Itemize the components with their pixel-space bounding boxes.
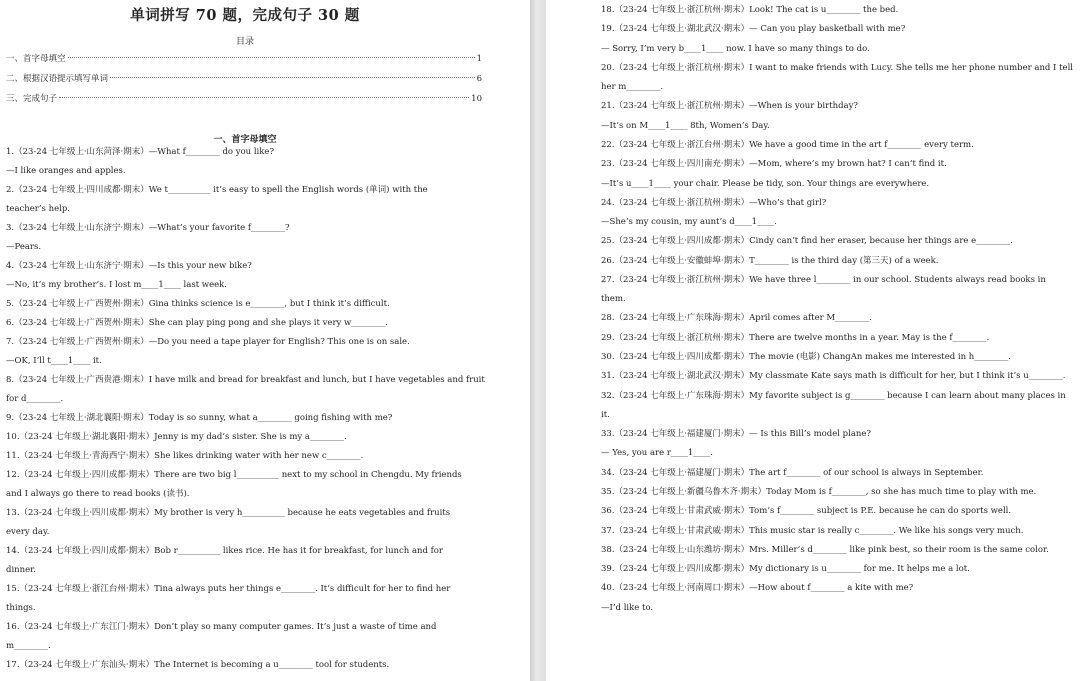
document-title: 单词拼写 70 题，完成句子 30 题 (130, 7, 360, 24)
question-line: them. (601, 294, 626, 305)
question-line: 23.（23-24 七年级上·四川南充·期末）—Mom, where’s my brown hat? I can’t find it. (601, 159, 947, 170)
document-page-left (0, 0, 530, 681)
question-line: 2.（23-24 七年级上·四川成都·期末）We t__________ it’s easy to spell the English words (单词) with the (6, 185, 428, 195)
toc-entry[interactable] (6, 93, 482, 105)
toc-entry-label: 二、根据汉语提示填写单词 (6, 74, 109, 84)
toc-entry-label: 一、首字母填空 (6, 54, 66, 64)
toc-entry-page: 6 (476, 74, 482, 84)
question-line: 27.（23-24 七年级上·浙江杭州·期末）We have three l________ in our school. Students always read books in (601, 274, 1046, 285)
toc-entry-page: 10 (471, 94, 482, 104)
toc-leader-dots (68, 57, 475, 58)
toc-heading: 目录 (235, 37, 254, 47)
question-line: 14.（23-24 七年级上·四川成都·期末）Bob r__________ likes rice. He has it for breakfast, for lunch and for (6, 546, 443, 556)
question-line: her m________. (601, 82, 664, 93)
question-line: 37.（23-24 七年级上·甘肃武威·期末）This music star is really c________. We like his songs very much. (601, 525, 1024, 536)
question-line: 35.（23-24 七年级上·新疆乌鲁木齐·期末）Today Mom is f________, so she has much time to play with me. (601, 487, 1037, 497)
question-line: teacher’s help. (6, 204, 70, 214)
question-line: 30.（23-24 七年级上·四川成都·期末）The movie (电影) ChangAn makes me interested in h________. (601, 352, 1011, 363)
question-line: —She’s my cousin, my aunt’s d____1____. (601, 217, 777, 228)
page-gutter (530, 0, 546, 681)
question-line: 20.（23-24 七年级上·浙江杭州·期末）I want to make friends with Lucy. She tells me her phone number and I tell (601, 62, 1074, 73)
question-line: every day. (6, 527, 50, 537)
question-line: 18.（23-24 七年级上·浙江杭州·期末）Look! The cat is u________ the bed. (601, 5, 899, 15)
question-line: 38.（23-24 七年级上·山东潍坊·期末）Mrs. Miller’s d________ like pink best, so their room is the same color. (601, 544, 1049, 555)
toc-entry[interactable] (6, 73, 482, 85)
question-line: 29.（23-24 七年级上·浙江杭州·期末）There are twelve months in a year. May is the f________. (601, 332, 990, 343)
question-line: dinner. (6, 565, 36, 575)
question-line: 1.（23-24 七年级上·山东菏泽·期末）—What f________ do you like? (6, 147, 274, 157)
toc-entry[interactable] (6, 53, 482, 65)
question-line: —I like oranges and apples. (6, 166, 126, 176)
toc-entry-label: 三、完成句子 (6, 94, 58, 104)
question-line: it. (601, 409, 610, 420)
question-line: —No, it’s my brother’s. I lost m____1____ last week. (6, 280, 227, 290)
question-line: —It’s u____1____ your chair. Please be tidy, son. Your things are everywhere. (601, 178, 930, 189)
question-line: 11.（23-24 七年级上·青海西宁·期末）She likes drinking water with her new c________. (6, 451, 364, 461)
question-line: 7.（23-24 七年级上·广西贺州·期末）—Do you need a tape player for English? This one is on sale. (6, 337, 410, 347)
toc-leader-dots (59, 97, 469, 98)
question-line: 36.（23-24 七年级上·甘肃武威·期末）Tom’s f________ subject is P.E. because he can do sports well. (601, 506, 1012, 517)
question-line: 8.（23-24 七年级上·广西贵港·期末）I have milk and bread for breakfast and lunch, but I have vegetables and fruit (6, 375, 485, 385)
question-line: — Yes, you are r____1____. (601, 448, 714, 459)
document-page-right (546, 0, 1080, 681)
section-heading: 一、首字母填空 (213, 135, 277, 145)
question-line: 24.（23-24 七年级上·浙江杭州·期末）—Who’s that girl? (601, 197, 827, 208)
question-line: 33.（23-24 七年级上·福建厦门·期末）— Is this Bill’s model plane? (601, 429, 871, 440)
question-line: 25.（23-24 七年级上·四川成都·期末）Cindy can’t find her eraser, because her things are e________. (601, 236, 1013, 247)
question-line: 16.（23-24 七年级上·广东江门·期末）Don’t play so many computer games. It’s just a waste of time and (6, 622, 437, 632)
question-line: for d________. (6, 394, 64, 404)
question-line: 9.（23-24 七年级上·湖北襄阳·期末）Today is so sunny, what a________ going fishing with me? (6, 413, 393, 423)
question-line: 6.（23-24 七年级上·广西贺州·期末）She can play ping pong and she plays it very w________. (6, 318, 388, 328)
question-line: 26.（23-24 七年级上·安徽蚌埠·期末）T________ is the third day (第三天) of a week. (601, 255, 939, 266)
question-line: 12.（23-24 七年级上·四川成都·期末）There are two big l__________ next to my school in Chengdu. My friends (6, 470, 462, 480)
question-line: 40.（23-24 七年级上·河南周口·期末）—How about f________ a kite with me? (601, 583, 914, 594)
question-line: and I always go there to read books (读书). (6, 489, 190, 499)
question-line: — Sorry, I’m very b____1____ now. I have so many things to do. (601, 43, 870, 54)
question-line: —I’d like to. (601, 602, 654, 613)
question-line: 5.（23-24 七年级上·广西贺州·期末）Gina thinks science is e________, but I think it’s difficult. (6, 299, 390, 309)
question-line: 13.（23-24 七年级上·四川成都·期末）My brother is very h__________ because he eats vegetables and fruits (6, 508, 451, 518)
question-line: 39.（23-24 七年级上·四川成都·期末）My dictionary is u________ for me. It helps me a lot. (601, 564, 970, 575)
question-line: 32.（23-24 七年级上·广东珠海·期末）My favorite subject is g________ because I can learn about many places in (601, 390, 1066, 401)
question-line: 31.（23-24 七年级上·湖北武汉·期末）My classmate Kate says math is difficult for her, but I think it’s u________. (601, 371, 1066, 382)
question-line: 22.（23-24 七年级上·浙江台州·期末）We have a good time in the art f________ every term. (601, 139, 974, 150)
question-line: 4.（23-24 七年级上·山东济宁·期末）—Is this your new bike? (6, 261, 252, 271)
question-line: 3.（23-24 七年级上·山东济宁·期末）—What’s your favorite f________? (6, 223, 290, 233)
question-line: 17.（23-24 七年级上·广东汕头·期末）The Internet is becoming a u________ tool for students. (6, 660, 390, 670)
toc-leader-dots (110, 77, 475, 78)
question-line: m________. (6, 641, 51, 651)
toc-entry-page: 1 (476, 54, 482, 64)
question-line: 19.（23-24 七年级上·湖北武汉·期末）— Can you play basketball with me? (601, 24, 906, 35)
question-line: —OK, I’ll t____1____ it. (6, 356, 102, 366)
question-line: 28.（23-24 七年级上·广东珠海·期末）April comes after M________. (601, 313, 872, 324)
question-line: 10.（23-24 七年级上·湖北襄阳·期末）Jenny is my dad’s sister. She is my a________. (6, 432, 347, 442)
question-line: things. (6, 603, 36, 613)
question-line: —It’s on M____1____ 8th, Women’s Day. (601, 120, 770, 131)
question-line: 21.（23-24 七年级上·浙江杭州·期末）—When is your birthday? (601, 101, 858, 112)
question-line: —Pears. (6, 242, 42, 252)
question-line: 15.（23-24 七年级上·浙江台州·期末）Tina always puts her things e________. It’s difficult for her to find her (6, 584, 451, 594)
question-line: 34.（23-24 七年级上·福建厦门·期末）The art f________ of our school is always in September. (601, 467, 984, 478)
